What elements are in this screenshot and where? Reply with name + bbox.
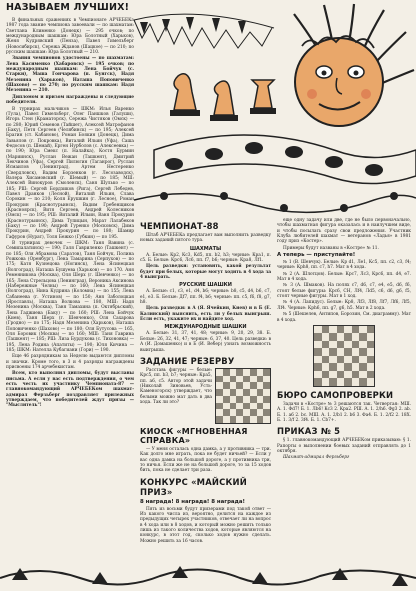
- board-square: [344, 326, 352, 334]
- reserve-heading: ЗАДАНИЕ РЕЗЕРВУ: [140, 355, 235, 366]
- russian-checkers-subheading: РУССКИЕ ШАШКИ: [179, 282, 232, 289]
- board-square: [230, 416, 237, 423]
- board-square: [344, 348, 352, 356]
- left-column: [6, 0, 134, 552]
- left-para-6: Еще 46 разрядникам за Неделю выдаются дипломы и значки. Кроме того, в 3 и 4 разряды награждены присвоены 174 арчебекистам.: [6, 354, 134, 370]
- left-title: НАЗЫВАЕМ ЛУЧШИХ!: [6, 2, 130, 13]
- board-square: [359, 341, 367, 349]
- chess-task: Цель разведки: установить, какой результат будет при белых, которые могут ходить в 4 хода за 4 выиграть.: [140, 264, 271, 281]
- board-square: [367, 363, 375, 371]
- chess-subheading: ШАХМАТЫ: [189, 245, 222, 252]
- board-square: [314, 333, 322, 341]
- international-checkers-positions: А. Белые: 31, 37, 41, 48; черные: 9, 20, 29, 38. Б. Белые: 26, 32, 41, 47; черные: 6, 37, 40. Цель разведки: в А (И. Домашенко) и в Б (И. Вебер) узнать возможность выигрыша.: [140, 331, 271, 353]
- board-square: [250, 403, 257, 410]
- board-square: [250, 416, 257, 423]
- board-square: [359, 378, 367, 386]
- board-square: [314, 363, 322, 371]
- board-square: [250, 369, 257, 376]
- board-square: [223, 416, 230, 423]
- championship-heading: ЧЕМПИОНАТ-88: [140, 221, 219, 231]
- board-square: [367, 348, 375, 356]
- contest-heading: КОНКУРС «МАЙСКИЙ ПРИЗ»: [140, 476, 247, 497]
- board-square: [337, 326, 345, 334]
- board-square: [359, 363, 367, 371]
- board-square: [322, 363, 330, 371]
- board-square: [230, 369, 237, 376]
- board-square: [223, 376, 230, 383]
- board-square: [322, 356, 330, 364]
- board-square: [344, 363, 352, 371]
- left-para-7: Всем, кто выполнил дипломы, будут высланы письма. А если у вас есть подтверждения, о чем есть честь их участнику Чемпионата-87 — главнокомандующий АРЧЕБЕКом шахмат-адмирал Ферзьберг поздравляет прилежных утверждаем, что победителей ждут призы — "Мыслитель"!: [6, 371, 134, 409]
- board-square: [322, 371, 330, 379]
- board-square: [263, 376, 270, 383]
- board-square: [216, 389, 223, 396]
- chess-diagram-task5: [313, 325, 375, 387]
- board-square: [236, 369, 243, 376]
- board-square: [216, 396, 223, 403]
- left-para-5: В турнирах девочек — ШКМ: Таня Вавина (с. Семипалатинск) — 190; Галя Гавриленко (Ташкент) — по 185; Оля Абрамова (Саратов), Таня Бойчук, Полина Рожкова (Оренбург), Лена Тамарина (Серпухов) — по 175; Катя Кузнецова (Ногинск), Лена Ясинецкая (Волгоград), Наташа Бушуева (Харьков) — по 170. Аня Ременникова (Москва), Оля Шерх (г. Шевченко) — по 165; Лена Стрельцова (Ленинград), Вероника Аксинова (Набережные Челны) — по 160; Лена Ясинецкая (Волгоград), Нина Кудрина (Коломна) — по 155; Лена Сабанеева (г. Устинов) — по 150; Аня Заболоцкая (Ярославль), Наташа Волкова — 180, МШ: Надя Мезенина (Москва), Таня Тамахина (п. Октябрьский), Лена Гаджиева (Баку) — по 160; РШ: Лена Бойчук (Киев), Таня Шерх (г. Шевченко), Оля Сахарова (Гродно) — по 175; Надя Мезенина (Харьков), Наташа Поповиченко (Шахово) — по 180; Оля Бутусова — 165, Оля Боровик (Москва) — по 160; МШ: Таня Гаврина (Ташкент) — 185; РШ: Лиза Бурдукова (с. Тихоновка) — 195, Лена Родина (Апатиты) — 190; Юля Кичина — 185; ШКМ: Нателла Кубагиани (Гори) — 190.: [6, 241, 134, 353]
- chess-positions: А. Белые: Кр2, Кс3, Кd5, пп. b2, h3; черные: Кра1, п. с5. Б. Белые: Крс6, Лс6, пп. f7, b6; черные: Кра8, Лf1.: [140, 252, 271, 264]
- board-square: [230, 389, 237, 396]
- left-para-1: В финальных сражениях в Чемпионате АРЧЕБЕКа 1987 года звание чемпиона завоевали — по шахматам: Светлана Клименко (Донецк) — 295 очков; по международным шашкам: Юра Болотный (Харьков), Женя Кудрявский (Пенза), Павел Гимельберг (Новосибирск), Сережа Жданов (Шацкое) — по 210; по русским шашкам: Юра Болотный — 210.: [6, 18, 134, 56]
- board-square: [367, 326, 375, 334]
- board-square: [243, 369, 250, 376]
- board-square: [243, 409, 250, 416]
- board-square: [243, 396, 250, 403]
- board-square: [344, 371, 352, 379]
- board-square: [322, 326, 330, 334]
- board-square: [344, 333, 352, 341]
- board-square: [236, 396, 243, 403]
- bureau-text: Задачи в «Костре» № 3 решаются так. Четвертая: МШ. А. 1. Фd7! Б. 1. Лb6! Кс3 2. Кра2. РШ. А. 1. 2/h6. Фg3 2. ab. Б. 1. a6 2. bc. МШ. А. 1. 2/b1 2. b6 3. Фа4. Б. 1. 2/f2 2. 18X. Б. 1. 3/f 2. 3f4. Б. 1. Сb7+.: [277, 401, 411, 423]
- board-square: [257, 382, 264, 389]
- championship-intro: Штаб АРЧЕБЕКа предлагает вам выполнить разведку новых заданий пятого тура.: [140, 233, 271, 244]
- left-para-3: Дипломом и призом награждены и следующие победители.: [6, 94, 134, 106]
- board-square: [359, 326, 367, 334]
- board-square: [263, 369, 270, 376]
- board-square: [257, 376, 264, 383]
- board-square: [223, 389, 230, 396]
- board-square: [216, 416, 223, 423]
- board-square: [337, 333, 345, 341]
- board-square: [314, 371, 322, 379]
- board-square: [344, 356, 352, 364]
- russian-checkers-positions: А. Белые: с1, с3, е1, d4, b6; черные: b8, с5, d4, b6, c7, e1, e3. Б. Белые: Дf7, пп. f4, b6; черные: пп. c5, f6, f8, g7, h8.: [140, 289, 271, 306]
- board-square: [230, 382, 237, 389]
- board-square: [250, 382, 257, 389]
- board-square: [337, 356, 345, 364]
- board-square: [263, 409, 270, 416]
- board-square: [367, 371, 375, 379]
- board-square: [344, 378, 352, 386]
- board-square: [352, 371, 360, 379]
- board-square: [352, 333, 360, 341]
- board-square: [367, 341, 375, 349]
- board-square: [257, 389, 264, 396]
- board-square: [216, 409, 223, 416]
- board-square: [329, 363, 337, 371]
- board-square: [352, 326, 360, 334]
- board-square: [367, 378, 375, 386]
- board-square: [236, 389, 243, 396]
- right-column: [277, 218, 411, 564]
- board-square: [216, 369, 223, 376]
- board-square: [216, 376, 223, 383]
- board-square: [243, 403, 250, 410]
- board-square: [216, 403, 223, 410]
- board-square: [337, 348, 345, 356]
- board-square: [263, 396, 270, 403]
- international-checkers-subheading: МЕЖДУНАРОДНЫЕ ШАШКИ: [164, 324, 247, 331]
- board-square: [250, 376, 257, 383]
- left-para-2: Звания чемпионов удостоены — по шахматам: Лена Касименко (Хабаровск) — 195 очков; по международным шашкам: Лена Бойчук (с. Старки), Маша Гончарова (п. Бунгск), Надя Мезенина (Харьков), Наташа Поповиченко (Шахово) — по 270; по русским шашкам: Надя Мезенина — 210.: [6, 56, 134, 94]
- board-square: [230, 376, 237, 383]
- board-square: [329, 326, 337, 334]
- board-square: [257, 369, 264, 376]
- board-square: [230, 403, 237, 410]
- right-para-2: Примеры будут названы в «Костре» № 11.: [283, 245, 379, 251]
- board-square: [359, 371, 367, 379]
- board-square: [263, 382, 270, 389]
- right-para-1: еще одну задачу или две, где не было первоначально, чтобы шахматная фигура оказалась и в наилучшем виде, и чтобы посылать сразу свои предложения. Участник Клуба любителей шахмат — ветеранов «Ладья» в 1981 году приз «Костер».: [277, 218, 411, 245]
- board-square: [337, 378, 345, 386]
- bureau-heading: БЮРО САМОПРОВЕРКИ: [277, 389, 394, 400]
- board-square: [322, 333, 330, 341]
- board-square: [352, 378, 360, 386]
- board-square: [329, 348, 337, 356]
- board-square: [359, 348, 367, 356]
- board-square: [243, 389, 250, 396]
- header-illustration: [134, 0, 416, 218]
- task-3: № 3 (А. Шмаков). На полях с7, d6, c7, e4, e5, d6, f6, стоят белые фигуры: Kрс6, СН, Лf4, Лd5, с6, d6, g6, f5, стоят черные фигуры. Мат в 1 ход.: [277, 283, 411, 300]
- order-heading: ПРИКАЗ № 5: [277, 426, 341, 437]
- board-square: [236, 376, 243, 383]
- board-square: [337, 371, 345, 379]
- board-square: [314, 341, 322, 349]
- board-square: [243, 416, 250, 423]
- board-square: [352, 341, 360, 349]
- board-square: [322, 341, 330, 349]
- board-square: [352, 363, 360, 371]
- bottom-decoration: [0, 560, 416, 591]
- board-square: [359, 356, 367, 364]
- board-square: [337, 341, 345, 349]
- order-text: § 1. главнокомандующий АРЧЕБЕКом приказываю: § 1. Рапорты о выполнении боевых заданий отправлять до 1 октября.: [277, 438, 411, 454]
- board-square: [352, 348, 360, 356]
- reserve-text: Расставь фигуры — белые: Крс5, пп. b3, b7; черные: Кра5, пп. а6, с5. Автор этой задачи (Николай Зиновьев, Усть-Каменогорск) утверждает, что белыми можно мат дать в два хода. Так ли это?: [140, 367, 212, 405]
- kiosk-text: — У меня осталась одна дамка, а у противника — три. Как долго мне играть, пока не будет ничьей? — Если у вас одна дамка на большой дороге, а у противника три, то ничья. Если же не на большой дороге, то за 15 ходов бить, пока не сделает три раза.: [140, 446, 271, 474]
- middle-column: [140, 218, 271, 564]
- chess-diagram-reserve: [215, 368, 271, 424]
- board-square: [230, 409, 237, 416]
- board-square: [257, 396, 264, 403]
- board-square: [257, 403, 264, 410]
- tasks-intro: А теперь — приступайте!: [277, 252, 356, 259]
- kiosk-heading: КИОСК «МГНОВЕННАЯ СПРАВКА»: [140, 426, 248, 445]
- board-square: [223, 382, 230, 389]
- board-square: [367, 333, 375, 341]
- board-square: [250, 409, 257, 416]
- board-square: [236, 403, 243, 410]
- russian-checkers-task: Цель разведки: в А (Я. Ячейкин, Киев) и в Б (Е. Калинский) выяснить, есть ли у белых выигрыш. Если есть, укажите их и найдите ход.: [140, 306, 271, 323]
- board-square: [263, 403, 270, 410]
- board-square: [236, 416, 243, 423]
- board-square: [329, 371, 337, 379]
- board-square: [263, 389, 270, 396]
- board-square: [329, 341, 337, 349]
- board-square: [329, 378, 337, 386]
- board-square: [314, 356, 322, 364]
- task-5: № 5 (Шешелев, Антипов, Борозин, См. диаграмму). Мат в 4 хода.: [277, 312, 411, 323]
- task-2: № 2 (А. Шлотцов). Белые: Крс7, Лс3, Крс6, пп. d4, e7. Мат в 4 хода.: [277, 271, 411, 283]
- board-square: [352, 356, 360, 364]
- board-square: [250, 396, 257, 403]
- contest-text: Пять из восьми будут призерами под такой ответ — Из какого числа из, вероятно, делится на каждое из предыдущих четырех участников, отвечает ли на вопрос в 4 хода или в 8 ходов, и который можно решить только лишь из такого количества ходов, которые являются на конкурс, в этот год, сколько ходов нужно сделать. Можно решить за 16 часов.: [140, 506, 271, 544]
- board-square: [243, 376, 250, 383]
- board-square: [223, 403, 230, 410]
- board-square: [236, 409, 243, 416]
- board-square: [216, 382, 223, 389]
- board-square: [322, 348, 330, 356]
- board-square: [250, 389, 257, 396]
- board-square: [257, 409, 264, 416]
- board-square: [329, 333, 337, 341]
- left-para-4: В турнирах мальчиков — ШКМ: Илья Варенко (Тула), Павел Гимельберг, Олег Паншков (Галуши), Игорь Стен (Краматорск), Сережа Чистяков (Омск) — по 280; Юрий Семенов (Тайшет), Алексей Матрофанов (Баку), Петя Сергеев (Челябинск) — по 195; Алексей Брагин (ст. Кабаново), Роман Боякин (Донецк), Дима Завьялов (г. Покровка), Виталий Ильин (Уфа), Саша Федосов (п. Шемай), Ерген Нурболов (с. Алексеевка) — по 190; Юра Смекс (п. Налайка), Костя Бурмин (Мариинск), Руслан Вежан (Ташкент), Дмитрий Лекчинов (Уфа), Сергей Пилюгин (Таганрог), Руслан Исмаилов (Ленинград), Артем Нестеренко (Свердловск), Вадим Борзенков (г. Лесозаводск), Валера Хисамовский (г. Шемый) — по 185; МШ: Алексей Винокуров (Смоленск), Саня Шулько — по 185; РШ: Сергей Бордзиков (Рига), Сергей Лебедев, Павел Дранков (Лесной), Виталий Ильин, Слава Сорокин — по 210; Коля Ерушкин (г. Лесное), Роман Прокурин (Краснотурьинск), Вадим Гребенщиков (Красноярск), Витя Сергеев, Андрей Колесников (Омск) — по 195; РШ: Виталий Ильин, Ваня Прокурин (Краснотурьинск), Дима Тупицын, Марат Лалабеков (Баку) — по 190; Андрей Гуренко (Московск), Дима Прокурин, Андрей Прокурин — по 180; Шамир Гафуров (Нурат), Толя Бежко (Губкин) — по 195.: [6, 106, 134, 240]
- board-square: [314, 378, 322, 386]
- board-square: [223, 369, 230, 376]
- board-square: [314, 326, 322, 334]
- board-square: [236, 382, 243, 389]
- board-square: [263, 416, 270, 423]
- board-square: [223, 396, 230, 403]
- board-square: [314, 348, 322, 356]
- task-4: № 4 (А. Лапидус). Белые: Кр8, Лf3, Лf8, Лf7, Лf6, Лf5, Лf4. Черные: Крh6, пп. g7, g6, h5. Мат в 2 хода.: [277, 300, 411, 311]
- board-square: [257, 416, 264, 423]
- order-signature: Шахмат-адмирал Ферзьберг: [283, 455, 350, 461]
- contest-subheading: 8 награда! 8 награда! 8 награда!: [140, 498, 246, 505]
- board-square: [344, 341, 352, 349]
- task-1: № 1 (В. Шевчук). Белые: Кр d1, Ле1, Кс5, пп. c2, c3, f4; черные: Крh8, пп. c7, h7. Мат в 4 хода.: [277, 260, 411, 271]
- board-square: [337, 363, 345, 371]
- board-square: [359, 333, 367, 341]
- board-square: [243, 382, 250, 389]
- board-square: [322, 378, 330, 386]
- board-square: [367, 356, 375, 364]
- board-square: [329, 356, 337, 364]
- board-square: [223, 409, 230, 416]
- board-square: [230, 396, 237, 403]
